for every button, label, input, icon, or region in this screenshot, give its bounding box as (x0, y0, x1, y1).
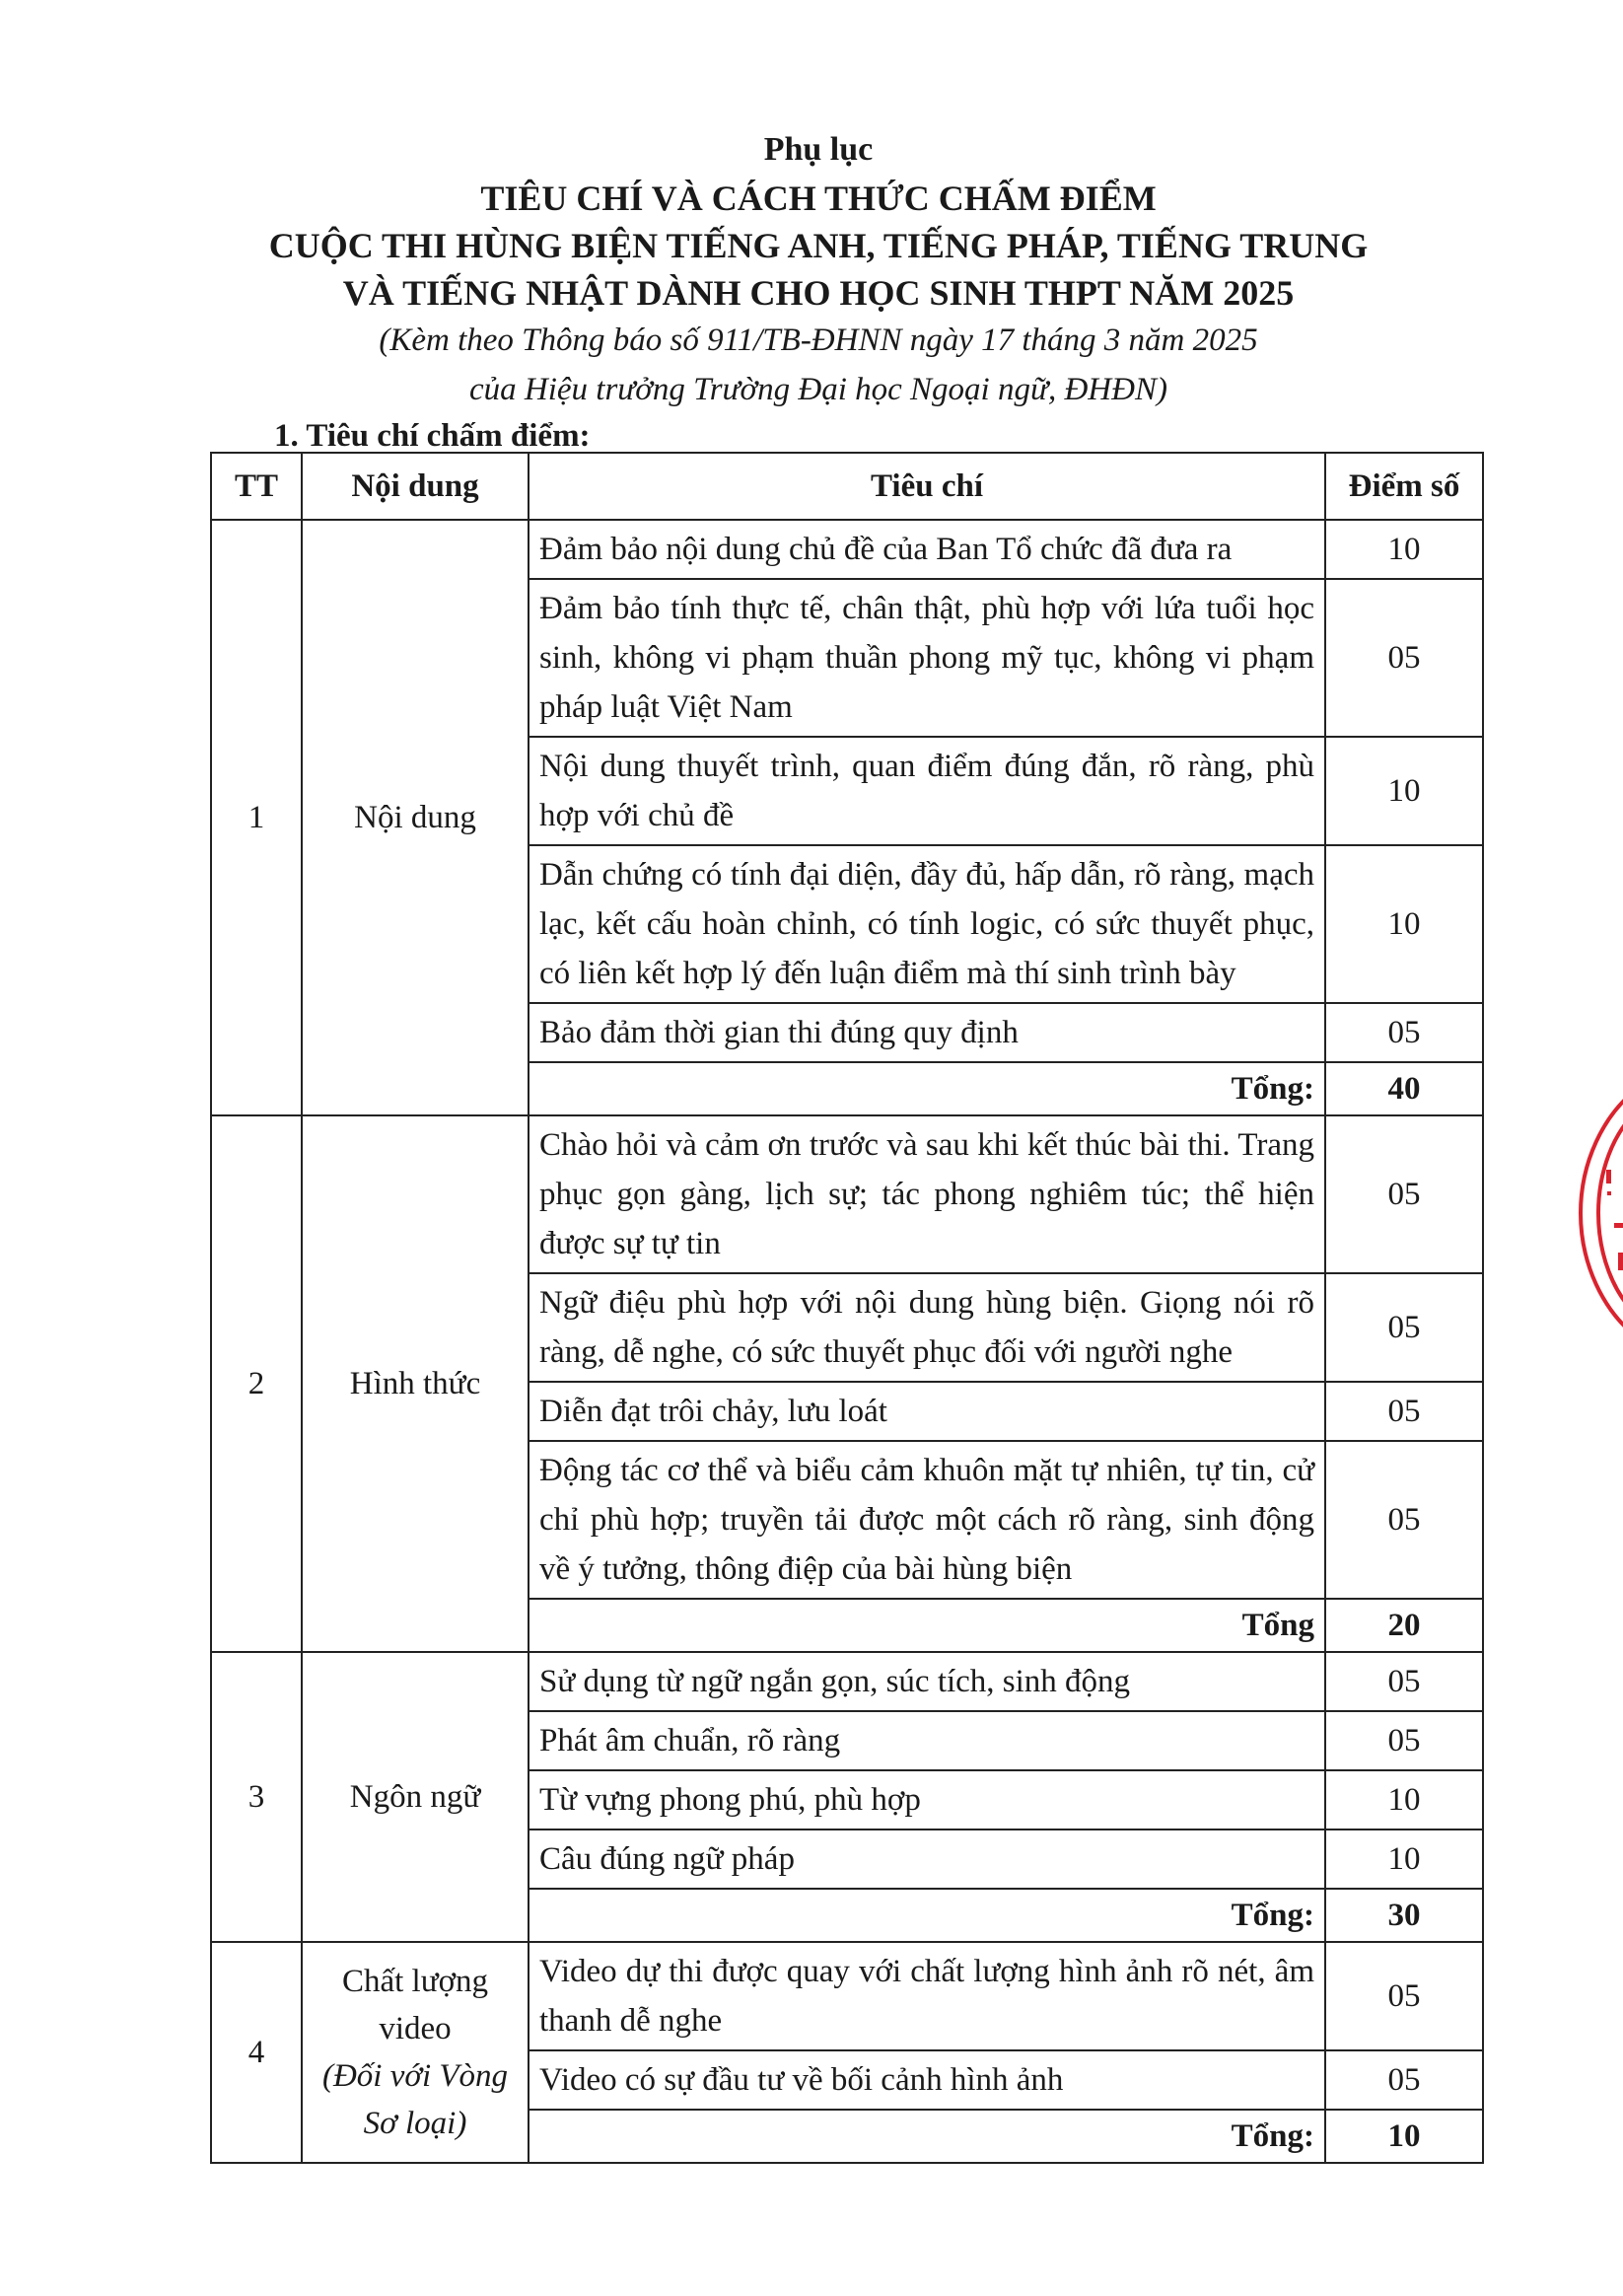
total-label: Tổng (529, 1599, 1325, 1652)
criterion-text: Ngữ điệu phù hợp với nội dung hùng biện. Giọng nói rõ ràng, dễ nghe, có sức thuyết phục đối với người nghe (529, 1273, 1325, 1382)
total-value: 40 (1325, 1062, 1483, 1115)
group-content: Hình thức (302, 1115, 529, 1652)
criterion-score: 05 (1325, 1115, 1483, 1273)
criterion-text: Dẫn chứng có tính đại diện, đầy đủ, hấp dẫn, rõ ràng, mạch lạc, kết cấu hoàn chỉnh, có tính logic, có sức thuyết phục, có liên kết hợp lý đến luận điểm mà thí sinh trình bày (529, 845, 1325, 1003)
header-criteria: Tiêu chí (529, 453, 1325, 520)
group-content-cell (302, 1942, 529, 2163)
criterion-text: Video dự thi được quay với chất lượng hình ảnh rõ nét, âm thanh dễ nghe (529, 1942, 1325, 2050)
criterion-score: 05 (1325, 1942, 1483, 2050)
table-row (211, 1115, 1483, 1273)
header-score: Điểm số (1325, 453, 1483, 520)
group-content: Chất lượng video (341, 1964, 489, 2046)
group-content: Ngôn ngữ (302, 1652, 529, 1942)
criterion-text: Video có sự đầu tư về bối cảnh hình ảnh (529, 2050, 1325, 2110)
group-number: 1 (211, 520, 302, 1115)
criterion-score: 05 (1325, 1382, 1483, 1441)
group-number: 4 (211, 1942, 302, 2163)
criterion-score: 05 (1325, 2050, 1483, 2110)
title-line: CUỘC THI HÙNG BIỆN TIẾNG ANH, TIẾNG PHÁP, TIẾNG TRUNG (268, 226, 1369, 265)
section-title: 1. Tiêu chí chấm điểm: (274, 418, 591, 454)
stamp-marks (1606, 1170, 1623, 1270)
document-title (148, 175, 1489, 317)
group-number: 3 (211, 1652, 302, 1942)
criterion-score: 10 (1325, 1770, 1483, 1830)
criterion-score: 05 (1325, 579, 1483, 737)
total-label: Tổng: (529, 1062, 1325, 1115)
criterion-text: Động tác cơ thể và biểu cảm khuôn mặt tự nhiên, tự tin, cử chỉ phù hợp; truyền tải được một cách rõ ràng, sinh động về ý tưởng, thông điệp của bài hùng biện (529, 1441, 1325, 1599)
official-stamp (1563, 1075, 1623, 1351)
total-label: Tổng: (529, 2110, 1325, 2163)
criterion-text: Câu đúng ngữ pháp (529, 1830, 1325, 1889)
group-number: 2 (211, 1115, 302, 1652)
reference-line: của Hiệu trưởng Trường Đại học Ngoại ngữ, ĐHĐN) (469, 372, 1167, 407)
criterion-score: 05 (1325, 1711, 1483, 1770)
criterion-text: Sử dụng từ ngữ ngắn gọn, súc tích, sinh động (529, 1652, 1325, 1711)
criterion-text: Diễn đạt trôi chảy, lưu loát (529, 1382, 1325, 1441)
header-content: Nội dung (302, 453, 529, 520)
criterion-score: 05 (1325, 1441, 1483, 1599)
criteria-table (210, 452, 1484, 2164)
criterion-score: 10 (1325, 737, 1483, 845)
total-label: Tổng: (529, 1889, 1325, 1942)
table-row (211, 1942, 1483, 2050)
criterion-score: 10 (1325, 520, 1483, 579)
criterion-score: 10 (1325, 1830, 1483, 1889)
table-row (211, 1652, 1483, 1711)
reference-note (148, 316, 1489, 414)
criterion-text: Bảo đảm thời gian thi đúng quy định (529, 1003, 1325, 1062)
total-value: 30 (1325, 1889, 1483, 1942)
criterion-score: 05 (1325, 1652, 1483, 1711)
criterion-score: 05 (1325, 1003, 1483, 1062)
group-content-note: (Đối với Vòng Sơ loại) (321, 2058, 509, 2141)
criterion-text: Đảm bảo nội dung chủ đề của Ban Tổ chức đã đưa ra (529, 520, 1325, 579)
reference-line: (Kèm theo Thông báo số 911/TB-ĐHNN ngày 17 tháng 3 năm 2025 (379, 323, 1258, 358)
total-value: 10 (1325, 2110, 1483, 2163)
criterion-text: Nội dung thuyết trình, quan điểm đúng đắn, rõ ràng, phù hợp với chủ đề (529, 737, 1325, 845)
criterion-score: 10 (1325, 845, 1483, 1003)
stamp-ring (1581, 1087, 1623, 1339)
criterion-text: Phát âm chuẩn, rõ ràng (529, 1711, 1325, 1770)
criterion-text: Chào hỏi và cảm ơn trước và sau khi kết thúc bài thi. Trang phục gọn gàng, lịch sự; tác phong nghiêm túc; thể hiện được sự tự tin (529, 1115, 1325, 1273)
title-line: VÀ TIẾNG NHẬT DÀNH CHO HỌC SINH THPT NĂM 2025 (342, 273, 1295, 313)
group-content: Nội dung (302, 520, 529, 1115)
appendix-label: Phụ lục (763, 131, 874, 168)
criterion-text: Từ vựng phong phú, phù hợp (529, 1770, 1325, 1830)
table-header-row (211, 453, 1483, 520)
table-row (211, 520, 1483, 579)
header-tt: TT (211, 453, 302, 520)
title-line: TIÊU CHÍ VÀ CÁCH THỨC CHẤM ĐIỂM (480, 179, 1157, 218)
criterion-text: Đảm bảo tính thực tế, chân thật, phù hợp với lứa tuổi học sinh, không vi phạm thuần phong mỹ tục, không vi phạm pháp luật Việt Nam (529, 579, 1325, 737)
criterion-score: 05 (1325, 1273, 1483, 1382)
total-value: 20 (1325, 1599, 1483, 1652)
